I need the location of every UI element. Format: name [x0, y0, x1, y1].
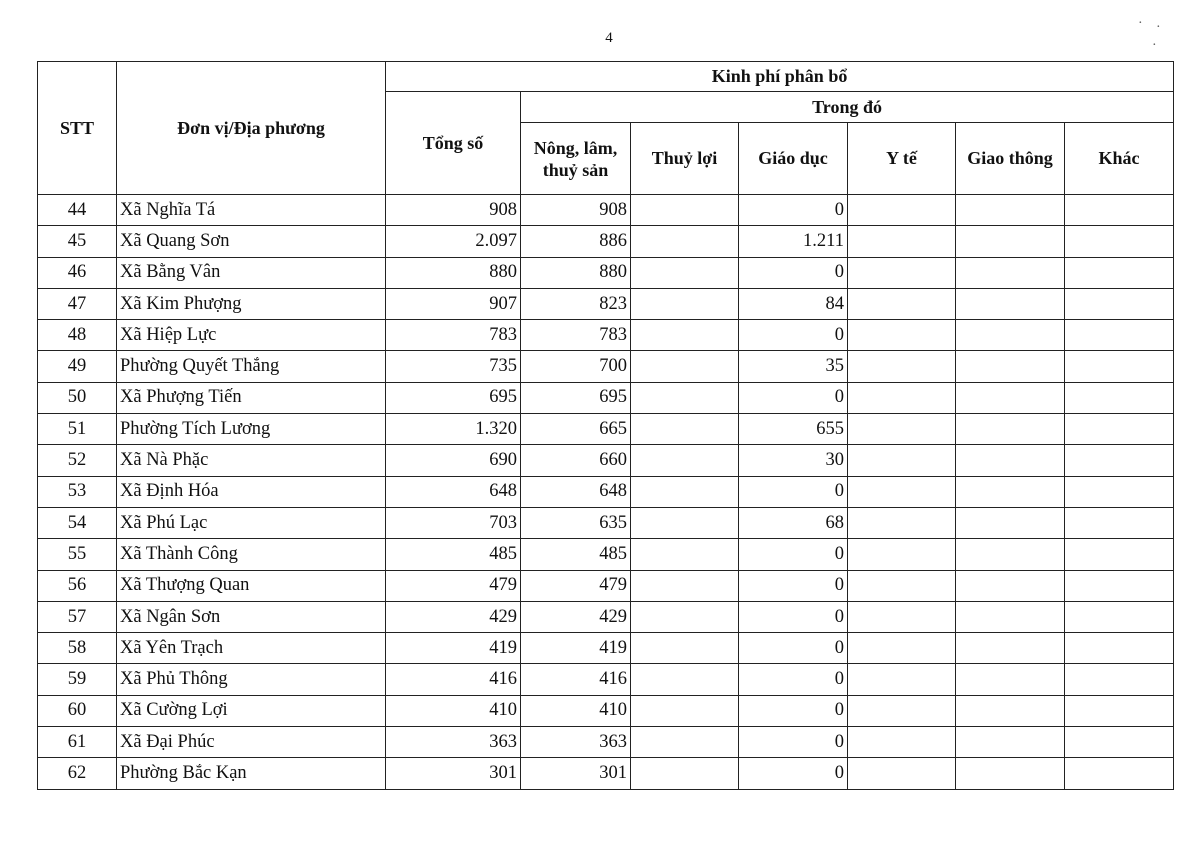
- cell-education: 1.211: [739, 226, 848, 257]
- cell-total: 363: [386, 727, 521, 758]
- scan-artifact: ·: [1138, 16, 1143, 31]
- table-row: [38, 382, 1174, 413]
- cell-education: 0: [739, 320, 848, 351]
- cell-name: Phường Bắc Kạn: [117, 758, 386, 789]
- cell-name: Xã Đại Phúc: [117, 727, 386, 758]
- cell-health: [848, 257, 956, 288]
- cell-name: Phường Quyết Thắng: [117, 351, 386, 382]
- cell-transport: [956, 414, 1065, 445]
- cell-irrigation: [631, 601, 739, 632]
- cell-education: 655: [739, 414, 848, 445]
- cell-transport: [956, 382, 1065, 413]
- cell-education: 84: [739, 288, 848, 319]
- cell-transport: [956, 601, 1065, 632]
- header-stt: STT: [38, 62, 117, 195]
- table-row: [38, 226, 1174, 257]
- cell-total: 690: [386, 445, 521, 476]
- cell-transport: [956, 539, 1065, 570]
- cell-agri: 416: [521, 664, 631, 695]
- table-row: [38, 320, 1174, 351]
- cell-other: [1065, 351, 1174, 382]
- cell-transport: [956, 320, 1065, 351]
- cell-education: 35: [739, 351, 848, 382]
- cell-transport: [956, 445, 1065, 476]
- cell-education: 0: [739, 664, 848, 695]
- cell-total: 908: [386, 195, 521, 226]
- cell-irrigation: [631, 758, 739, 789]
- cell-total: 907: [386, 288, 521, 319]
- scan-artifact: ·: [1152, 38, 1157, 53]
- cell-irrigation: [631, 351, 739, 382]
- table-row: [38, 507, 1174, 538]
- table-row: [38, 288, 1174, 319]
- cell-health: [848, 570, 956, 601]
- cell-name: Xã Định Hóa: [117, 476, 386, 507]
- cell-other: [1065, 539, 1174, 570]
- cell-transport: [956, 476, 1065, 507]
- cell-total: 410: [386, 695, 521, 726]
- cell-health: [848, 758, 956, 789]
- cell-transport: [956, 507, 1065, 538]
- cell-name: Xã Yên Trạch: [117, 633, 386, 664]
- cell-name: Phường Tích Lương: [117, 414, 386, 445]
- cell-agri: 635: [521, 507, 631, 538]
- cell-stt: 49: [38, 351, 117, 382]
- page-number: 4: [605, 30, 613, 46]
- cell-health: [848, 695, 956, 726]
- cell-total: 429: [386, 601, 521, 632]
- cell-irrigation: [631, 445, 739, 476]
- cell-other: [1065, 758, 1174, 789]
- cell-stt: 61: [38, 727, 117, 758]
- scan-artifact: ·: [1156, 20, 1161, 35]
- cell-other: [1065, 727, 1174, 758]
- cell-other: [1065, 601, 1174, 632]
- cell-stt: 48: [38, 320, 117, 351]
- cell-agri: 648: [521, 476, 631, 507]
- table-row: [38, 445, 1174, 476]
- cell-agri: 665: [521, 414, 631, 445]
- cell-total: 485: [386, 539, 521, 570]
- cell-other: [1065, 695, 1174, 726]
- cell-agri: 695: [521, 382, 631, 413]
- cell-total: 703: [386, 507, 521, 538]
- cell-agri: 429: [521, 601, 631, 632]
- cell-name: Xã Phú Lạc: [117, 507, 386, 538]
- cell-total: 695: [386, 382, 521, 413]
- cell-name: Xã Hiệp Lực: [117, 320, 386, 351]
- cell-irrigation: [631, 382, 739, 413]
- table-row: [38, 601, 1174, 632]
- cell-name: Xã Phủ Thông: [117, 664, 386, 695]
- funding-allocation-table: [37, 61, 1174, 790]
- cell-total: 416: [386, 664, 521, 695]
- cell-name: Xã Kim Phượng: [117, 288, 386, 319]
- cell-other: [1065, 664, 1174, 695]
- cell-stt: 53: [38, 476, 117, 507]
- cell-transport: [956, 758, 1065, 789]
- cell-agri: 301: [521, 758, 631, 789]
- cell-stt: 59: [38, 664, 117, 695]
- header-unit: Đơn vị/Địa phương: [117, 62, 386, 195]
- cell-irrigation: [631, 414, 739, 445]
- cell-other: [1065, 414, 1174, 445]
- cell-health: [848, 351, 956, 382]
- cell-stt: 45: [38, 226, 117, 257]
- cell-irrigation: [631, 539, 739, 570]
- cell-stt: 44: [38, 195, 117, 226]
- cell-other: [1065, 288, 1174, 319]
- cell-agri: 700: [521, 351, 631, 382]
- cell-health: [848, 195, 956, 226]
- cell-health: [848, 414, 956, 445]
- cell-health: [848, 539, 956, 570]
- cell-agri: 419: [521, 633, 631, 664]
- cell-total: 419: [386, 633, 521, 664]
- cell-agri: 410: [521, 695, 631, 726]
- cell-irrigation: [631, 695, 739, 726]
- table-body: [38, 195, 1174, 790]
- cell-other: [1065, 382, 1174, 413]
- header-other: Khác: [1065, 123, 1174, 195]
- cell-name: Xã Ngân Sơn: [117, 601, 386, 632]
- cell-health: [848, 727, 956, 758]
- cell-transport: [956, 695, 1065, 726]
- cell-education: 0: [739, 633, 848, 664]
- cell-name: Xã Thành Công: [117, 539, 386, 570]
- cell-name: Xã Phượng Tiến: [117, 382, 386, 413]
- cell-irrigation: [631, 633, 739, 664]
- cell-transport: [956, 633, 1065, 664]
- cell-transport: [956, 664, 1065, 695]
- cell-irrigation: [631, 226, 739, 257]
- cell-total: 2.097: [386, 226, 521, 257]
- cell-health: [848, 445, 956, 476]
- cell-transport: [956, 351, 1065, 382]
- cell-other: [1065, 633, 1174, 664]
- table-row: [38, 727, 1174, 758]
- cell-health: [848, 288, 956, 319]
- cell-health: [848, 601, 956, 632]
- cell-stt: 51: [38, 414, 117, 445]
- cell-other: [1065, 570, 1174, 601]
- cell-other: [1065, 195, 1174, 226]
- cell-irrigation: [631, 727, 739, 758]
- cell-health: [848, 664, 956, 695]
- cell-total: 648: [386, 476, 521, 507]
- cell-health: [848, 226, 956, 257]
- cell-total: 880: [386, 257, 521, 288]
- cell-education: 0: [739, 758, 848, 789]
- cell-transport: [956, 257, 1065, 288]
- cell-other: [1065, 257, 1174, 288]
- table-row: [38, 664, 1174, 695]
- table-row: [38, 195, 1174, 226]
- header-health: Y tế: [848, 123, 956, 195]
- cell-irrigation: [631, 320, 739, 351]
- cell-transport: [956, 288, 1065, 319]
- cell-stt: 55: [38, 539, 117, 570]
- cell-education: 0: [739, 476, 848, 507]
- cell-transport: [956, 570, 1065, 601]
- cell-stt: 47: [38, 288, 117, 319]
- cell-education: 0: [739, 570, 848, 601]
- cell-agri: 908: [521, 195, 631, 226]
- cell-irrigation: [631, 570, 739, 601]
- cell-stt: 46: [38, 257, 117, 288]
- cell-agri: 823: [521, 288, 631, 319]
- cell-education: 30: [739, 445, 848, 476]
- cell-transport: [956, 195, 1065, 226]
- cell-irrigation: [631, 476, 739, 507]
- cell-name: Xã Thượng Quan: [117, 570, 386, 601]
- table-row: [38, 758, 1174, 789]
- cell-agri: 886: [521, 226, 631, 257]
- cell-transport: [956, 727, 1065, 758]
- cell-name: Xã Bằng Vân: [117, 257, 386, 288]
- cell-stt: 54: [38, 507, 117, 538]
- cell-total: 1.320: [386, 414, 521, 445]
- cell-education: 0: [739, 257, 848, 288]
- cell-education: 0: [739, 382, 848, 413]
- cell-agri: 485: [521, 539, 631, 570]
- cell-agri: 479: [521, 570, 631, 601]
- cell-education: 0: [739, 539, 848, 570]
- cell-irrigation: [631, 664, 739, 695]
- cell-stt: 56: [38, 570, 117, 601]
- table-row: [38, 633, 1174, 664]
- header-funding: Kinh phí phân bổ: [386, 62, 1174, 92]
- cell-stt: 52: [38, 445, 117, 476]
- cell-health: [848, 382, 956, 413]
- cell-health: [848, 633, 956, 664]
- header-irrigation: Thuỷ lợi: [631, 123, 739, 195]
- cell-irrigation: [631, 195, 739, 226]
- cell-total: 735: [386, 351, 521, 382]
- cell-other: [1065, 226, 1174, 257]
- header-of-which: Trong đó: [521, 92, 1174, 123]
- cell-agri: 363: [521, 727, 631, 758]
- table-row: [38, 414, 1174, 445]
- cell-stt: 50: [38, 382, 117, 413]
- cell-other: [1065, 320, 1174, 351]
- cell-total: 479: [386, 570, 521, 601]
- cell-education: 0: [739, 727, 848, 758]
- cell-stt: 62: [38, 758, 117, 789]
- cell-total: 301: [386, 758, 521, 789]
- cell-other: [1065, 445, 1174, 476]
- cell-education: 68: [739, 507, 848, 538]
- cell-health: [848, 476, 956, 507]
- cell-education: 0: [739, 195, 848, 226]
- cell-other: [1065, 476, 1174, 507]
- cell-name: Xã Nà Phặc: [117, 445, 386, 476]
- cell-irrigation: [631, 257, 739, 288]
- cell-name: Xã Nghĩa Tá: [117, 195, 386, 226]
- table-row: [38, 695, 1174, 726]
- cell-stt: 58: [38, 633, 117, 664]
- cell-agri: 660: [521, 445, 631, 476]
- header-total: Tổng số: [386, 92, 521, 195]
- cell-health: [848, 507, 956, 538]
- cell-education: 0: [739, 601, 848, 632]
- cell-agri: 880: [521, 257, 631, 288]
- table-row: [38, 476, 1174, 507]
- header-transport: Giao thông: [956, 123, 1065, 195]
- cell-irrigation: [631, 507, 739, 538]
- cell-name: Xã Quang Sơn: [117, 226, 386, 257]
- header-agri: Nông, lâm, thuỷ sản: [521, 123, 631, 195]
- cell-stt: 57: [38, 601, 117, 632]
- cell-education: 0: [739, 695, 848, 726]
- table-row: [38, 570, 1174, 601]
- cell-stt: 60: [38, 695, 117, 726]
- cell-health: [848, 320, 956, 351]
- cell-agri: 783: [521, 320, 631, 351]
- cell-name: Xã Cường Lợi: [117, 695, 386, 726]
- table-row: [38, 257, 1174, 288]
- cell-total: 783: [386, 320, 521, 351]
- table-row: [38, 539, 1174, 570]
- table-row: [38, 351, 1174, 382]
- cell-irrigation: [631, 288, 739, 319]
- header-education: Giáo dục: [739, 123, 848, 195]
- cell-transport: [956, 226, 1065, 257]
- cell-other: [1065, 507, 1174, 538]
